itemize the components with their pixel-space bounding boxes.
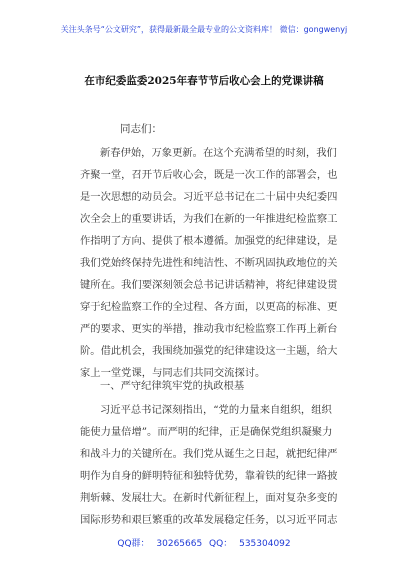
paragraph-1 — [80, 142, 362, 384]
text-line: 荆斩棘、发展壮大。在新时代新征程上，面对复杂多变的 — [80, 492, 338, 504]
text-line: 能使力量倍增”。而严明的纪律，正是确保党组织凝聚力 — [80, 426, 333, 438]
text-line: 家上一堂党课，与同志们共同交流探讨。 — [80, 367, 266, 379]
text-line: 严的要求、更实的举措，推动我市纪检监察工作再上新台 — [80, 323, 338, 335]
text-line: 次全会上的重要讲话，为我们在新的一年推进纪检监察工 — [80, 213, 338, 225]
footer-note: QQ群： 30265665 QQ： 535304092 — [117, 539, 291, 549]
section-heading-1: 一、严守纪律筑牢党的执政根基 — [100, 380, 245, 392]
salutation: 同志们： — [120, 123, 162, 135]
text-line: 齐聚一堂，召开节后收心会，既是一次工作的部署会，也 — [80, 169, 338, 181]
document-title: 在市纪委监委2025年春节节后收心会上的党课讲稿 — [84, 75, 324, 87]
text-line: 键所在。我们要深刻领会总书记讲话精神，将纪律建设贯 — [80, 279, 338, 291]
text-line: 明作为自身的鲜明特征和独特优势，靠着铁的纪律一路披 — [80, 470, 338, 482]
header-note: 关注头条号“公文研究”，获得最新最全最专业的公文资料库！ 微信：gongwenyj — [60, 25, 348, 34]
text-line: 习近平总书记深刻指出，“党的力量来自组织，组织 — [100, 404, 332, 416]
text-line: 国际形势和艰巨繁重的改革发展稳定任务，以习近平同志 — [80, 514, 338, 526]
text-line: 我们党始终保持先进性和纯洁性、不断巩固执政地位的关 — [80, 257, 338, 269]
text-line: 阶。借此机会，我围绕加强党的纪律建设这一主题，给大 — [80, 345, 338, 357]
paragraph-2 — [80, 399, 362, 531]
text-line: 和战斗力的关键所在。我们党从诞生之日起，就把纪律严 — [80, 448, 338, 460]
text-line: 是一次思想的动员会。习近平总书记在二十届中央纪委四 — [80, 191, 338, 203]
text-line: 穿于纪检监察工作的全过程、各方面，以更高的标准、更 — [80, 301, 338, 313]
text-line: 作指明了方向、提供了根本遵循。加强党的纪律建设，是 — [80, 235, 338, 247]
text-line: 新春伊始，万象更新。在这个充满希望的时刻，我们 — [100, 147, 337, 159]
